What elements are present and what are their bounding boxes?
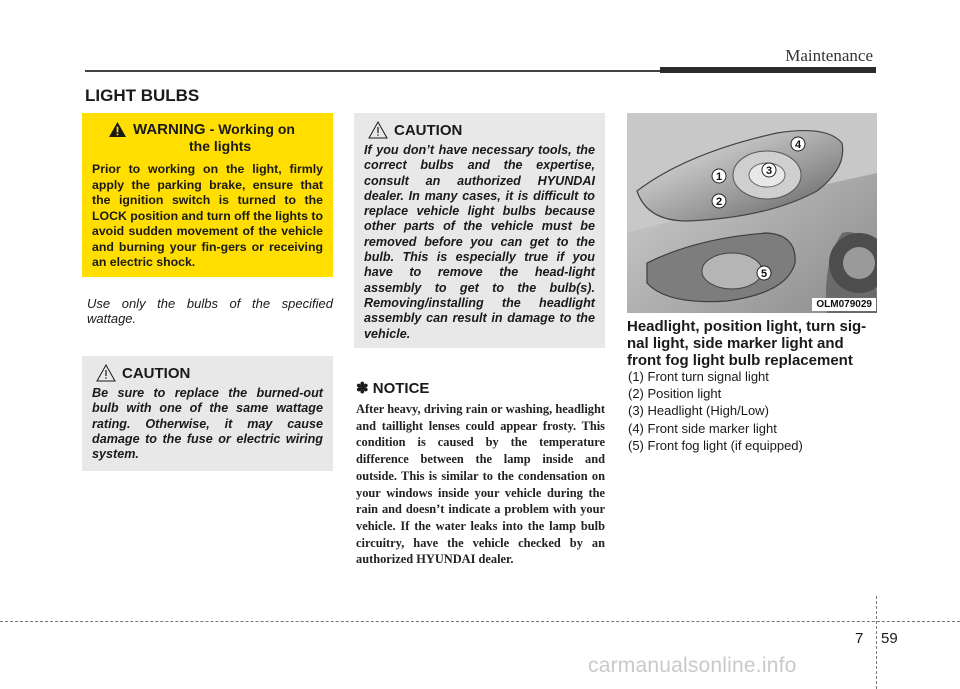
caution-triangle-icon: [368, 121, 388, 139]
footer-divider: [876, 596, 877, 689]
bulb-section-heading: Headlight, position light, turn sig-nal light, side marker light and front fog light bulb replacement: [627, 318, 867, 369]
warning-subtitle-line2: the lights: [189, 138, 252, 154]
caution-box-left: [82, 356, 333, 471]
callout-2: [712, 194, 726, 208]
callout-layer: [627, 113, 877, 313]
list-item: (3) Headlight (High/Low): [628, 403, 769, 419]
caution-body: Be sure to replace the burned-out bulb with one of the same wattage rating. Otherwise, it may cause damage to the fuse or electric wiring system.: [92, 386, 323, 462]
page-number: 59: [881, 630, 898, 647]
warning-box: [82, 113, 333, 277]
callout-3: [762, 163, 776, 177]
caution-body: If you don’t have necessary tools, the correct bulbs and the expertise, consult an authorized HYUNDAI dealer. In many cases, it is difficult to replace vehicle light bulbs because other parts of the vehicle must be removed before you can get to the bulb. This is especially true if you have to remove the head-light assembly to get to the bulb(s). Removing/installing the headlight assembly can result in damage to the vehicle.: [364, 143, 595, 341]
warning-body: Prior to working on the light, firmly apply the parking brake, ensure that the ignition switch is turned to the LOCK position and turn off the lights to avoid sudden movement of the vehicle and burning your fin-gers or receiving an electric shock.: [92, 162, 323, 269]
footer-rule: [0, 621, 960, 622]
svg-text:5: 5: [760, 268, 768, 280]
section-title: LIGHT BULBS: [85, 86, 200, 105]
notice-body: After heavy, driving rain or washing, headlight and taillight lenses could appear frosty. This condition is caused by the temperature difference between the lamp inside and outside. This is similar to the condensation on your windows inside your vehicle during the rain and doesn’t indicate a problem with your vehicle. If the water leaks into the lamp bulb circuitry, have the vehicle checked by an authorized HYUNDAI dealer.: [356, 402, 605, 567]
warning-triangle-icon: [108, 121, 127, 138]
headlight-figure: [627, 113, 877, 313]
callout-5: [757, 266, 771, 280]
list-item: (5) Front fog light (if equipped): [628, 437, 803, 453]
header-title: Maintenance: [785, 46, 873, 65]
warning-subtitle-line1: - Working on: [209, 121, 295, 137]
svg-text:1: 1: [715, 171, 723, 183]
svg-text:2: 2: [715, 196, 723, 208]
list-item: (1) Front turn signal light: [628, 369, 769, 384]
page-chapter: 7: [855, 630, 864, 647]
warning-header: [92, 121, 323, 154]
bulb-list: [628, 368, 883, 454]
callout-1: [712, 169, 726, 183]
list-item: (2) Position light: [628, 386, 722, 402]
list-item: (4) Front side marker light: [628, 420, 777, 436]
warning-label: WARNING: [133, 121, 206, 138]
caution-label: CAUTION: [394, 121, 463, 139]
header-rule-accent: [660, 67, 876, 73]
caution-box-middle: [354, 113, 605, 348]
callout-4: [791, 137, 805, 151]
notice-title: ✽ NOTICE: [356, 380, 430, 397]
figure-code: OLM079029: [812, 298, 876, 311]
use-only-note: Use only the bulbs of the specified wattage.: [87, 296, 333, 326]
caution-label: CAUTION: [122, 364, 191, 382]
header-rule: [85, 70, 660, 72]
watermark: carmanualsonline.info: [588, 654, 797, 677]
caution-triangle-icon: [96, 364, 116, 382]
svg-text:4: 4: [794, 139, 802, 151]
svg-text:3: 3: [765, 165, 773, 177]
